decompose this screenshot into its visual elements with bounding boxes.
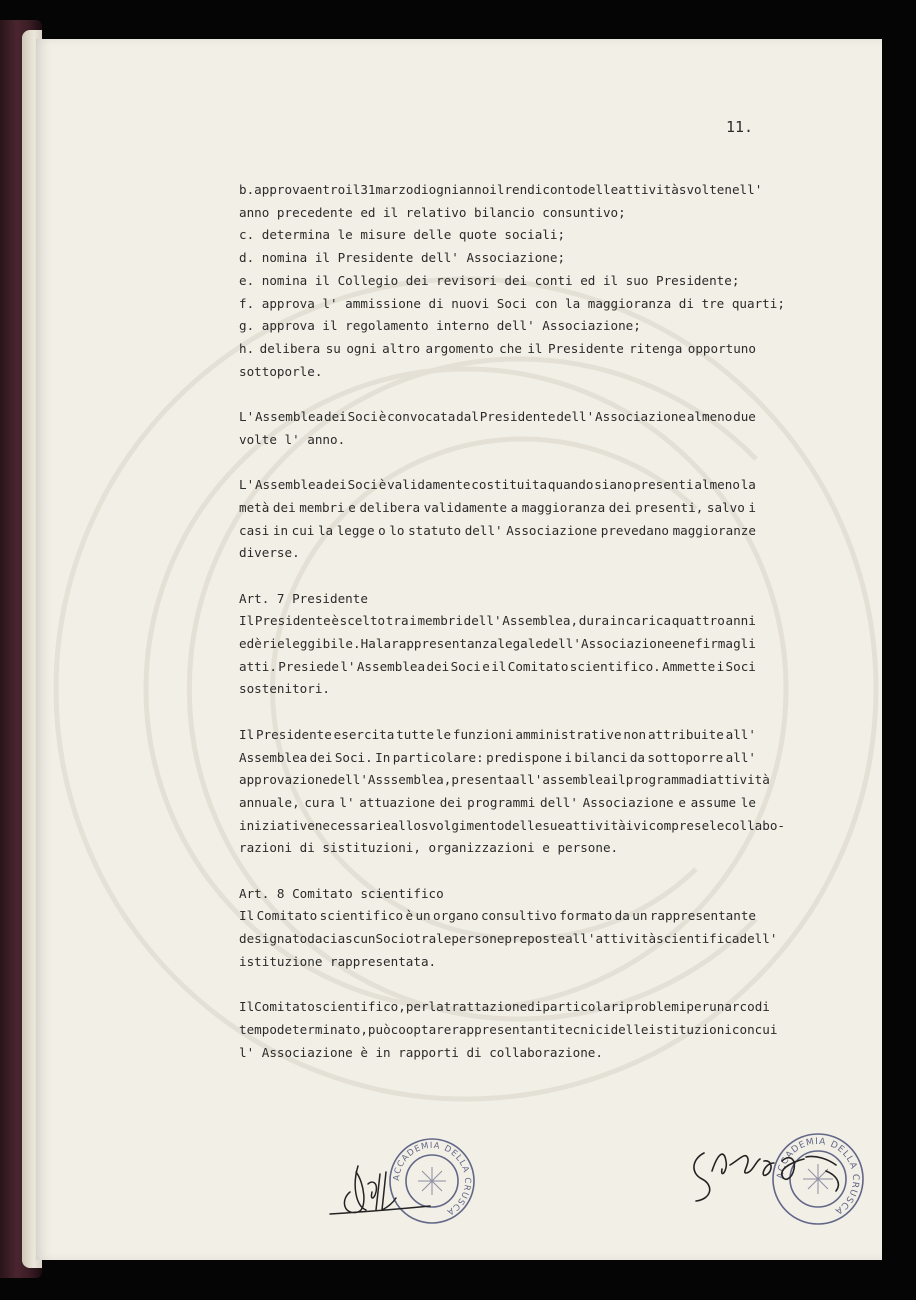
text-line: atti. Presiede l' Assemblea dei Soci e il Comitato scientifico. Ammette i Soci bbox=[239, 658, 756, 674]
left-signature bbox=[328, 1154, 438, 1224]
text-line: l' Associazione è in rapporti di collaborazione. bbox=[239, 1044, 603, 1060]
text-line: d. nomina il Presidente dell' Associazione; bbox=[239, 250, 566, 266]
text-line: istituzione rappresentata. bbox=[239, 953, 437, 969]
text-line: c. determina le misure delle quote sociali; bbox=[239, 227, 566, 243]
text-line: sostenitori. bbox=[239, 681, 330, 697]
text-line: e. nomina il Collegio dei revisori dei conti ed il suo Presidente; bbox=[239, 272, 740, 288]
paragraph-costituita bbox=[239, 474, 756, 565]
text-line: annuale, cura l' attuazione dei programmi dell' Associazione e assume le bbox=[239, 794, 756, 810]
article-body bbox=[239, 179, 786, 1064]
paragraph-art8_body bbox=[239, 905, 778, 973]
paragraph-art8_cooptare bbox=[239, 996, 778, 1064]
right-signature bbox=[686, 1131, 856, 1211]
text-line: Art. 8 Comitato scientifico bbox=[239, 885, 444, 901]
text-line: anno precedente ed il relativo bilancio consuntivo; bbox=[239, 204, 626, 220]
paragraph-gap bbox=[239, 974, 756, 997]
text-line: metà dei membri e delibera validamente a maggioranza dei presenti, salvo i bbox=[239, 499, 756, 515]
page-number: 11. bbox=[726, 118, 754, 136]
paragraph-gap bbox=[239, 860, 756, 883]
text-line: designato da ciascun Socio tra le persone preposte all' attività scientifica dell' bbox=[239, 931, 778, 947]
paragraph-f bbox=[239, 293, 785, 316]
text-line: tempo determinato, può cooptare rappresentanti tecnici delle istituzioni con cui bbox=[239, 1021, 778, 1037]
paragraph-gap bbox=[239, 565, 756, 588]
paragraph-art7_funzioni bbox=[239, 724, 786, 860]
text-line: f. approva l' ammissione di nuovi Soci con la maggioranza di tre quarti; bbox=[239, 295, 785, 311]
paragraph-gap bbox=[239, 701, 756, 724]
text-line: casi in cui la legge o lo statuto dell' Associazione prevedano maggioranze bbox=[239, 522, 756, 538]
text-line: razioni di sistituzioni, organizzazioni e persone. bbox=[239, 840, 619, 856]
text-line: iniziative necessarie allo svolgimento delle sue attività ivi comprese le collabo- bbox=[239, 817, 786, 833]
paragraph-art7_title bbox=[239, 588, 756, 611]
text-line: Il Presidente esercita tutte le funzioni amministrative non attribuite all' bbox=[239, 726, 756, 742]
paragraph-art7_body bbox=[239, 610, 756, 701]
svg-text:ACCADEMIA DELLA CRUSCA: ACCADEMIA DELLA CRUSCA bbox=[775, 1136, 861, 1217]
text-line: sottoporle. bbox=[239, 363, 323, 379]
paragraph-art8_title bbox=[239, 883, 756, 906]
text-line: volte l' anno. bbox=[239, 431, 346, 447]
text-line: approvazione dell' Asssemblea, presenta all' assemblea il programma di attività bbox=[239, 772, 770, 788]
paragraph-e bbox=[239, 270, 756, 293]
text-line: diverse. bbox=[239, 545, 300, 561]
paragraph-d bbox=[239, 247, 756, 270]
paragraph-convocata bbox=[239, 406, 756, 451]
text-line: Il Presidente è scelto tra i membri dell' Assemblea, dura in carica quattro anni bbox=[239, 613, 756, 629]
paragraph-b bbox=[239, 179, 763, 224]
text-line: Il Comitato scientifico è un organo consultivo formato da un rappresentante bbox=[239, 908, 756, 924]
paragraph-gap bbox=[239, 451, 756, 474]
paragraph-h bbox=[239, 338, 756, 383]
paragraph-gap bbox=[239, 383, 756, 406]
text-line: b. approva entro il 31 marzo di ogni anno il rendiconto delle attività svolte nell' bbox=[239, 182, 763, 197]
text-line: h. delibera su ogni altro argomento che il Presidente ritenga opportuno bbox=[239, 340, 756, 356]
text-line: L' Assemblea dei Soci è validamente costituita quando siano presenti almeno la bbox=[239, 477, 756, 493]
paragraph-g bbox=[239, 315, 756, 338]
svg-text:ACCADEMIA DELLA CRUSCA: ACCADEMIA DELLA CRUSCA bbox=[391, 1140, 473, 1218]
text-line: Il Comitato scientifico, per la trattazione di particolari problemi per un arco di bbox=[239, 999, 770, 1015]
text-line: g. approva il regolamento interno dell' Associazione; bbox=[239, 318, 641, 334]
text-line: ed è rieleggibile. Ha la rappresentanza legale dell' Associazione e ne firma gli bbox=[239, 636, 756, 652]
text-line: Assemblea dei Soci. In particolare: predispone i bilanci da sottoporre all' bbox=[239, 749, 756, 765]
text-line: L' Assemblea dei Soci è convocata dal Presidente dell' Associazione almeno due bbox=[239, 409, 756, 425]
document-page bbox=[36, 39, 882, 1260]
text-line: Art. 7 Presidente bbox=[239, 590, 368, 606]
paragraph-c bbox=[239, 224, 756, 247]
